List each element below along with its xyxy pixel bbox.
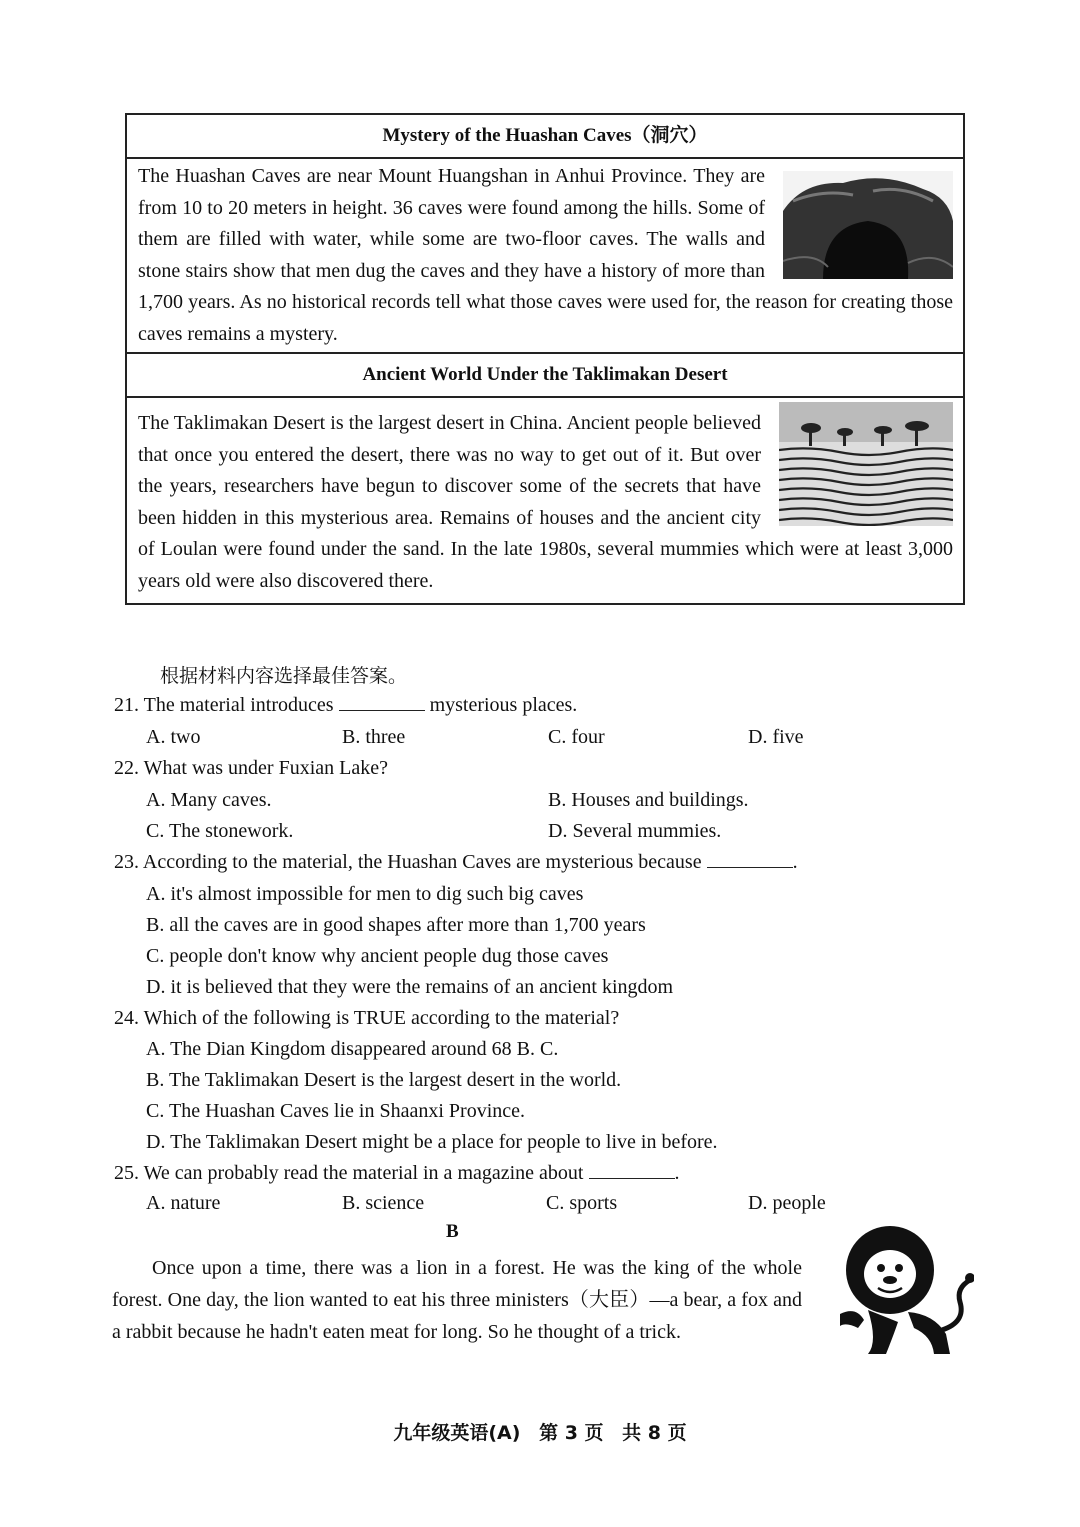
footer-page: 第 3 页 (539, 1422, 604, 1444)
option-21d[interactable]: D. five (748, 726, 804, 748)
question-21 (114, 694, 577, 717)
option-21c[interactable]: C. four (548, 726, 605, 748)
instruction: 根据材料内容选择最佳答案。 (160, 665, 408, 687)
passage2-text: The Taklimakan Desert is the largest desert in China. Ancient people believed that once you entered the desert, there was no way to get out of it. But over the years, researchers have begun to discover some of the secrets that have been hidden in this mysterious area. Remains of houses and the ancient city of Loulan were found under the sand. In the late 1980s, several mummies which were at least 3,000 years old were also discovered there. (138, 412, 953, 592)
answer-blank-25[interactable] (589, 1162, 675, 1179)
footer-total: 共 8 页 (622, 1422, 687, 1444)
reading-material-box (125, 113, 965, 605)
passage2-title: Ancient World Under the Taklimakan Desert (127, 352, 963, 398)
option-21a[interactable]: A. two (146, 726, 201, 748)
question-25-stem: 25. We can probably read the material in a magazine about (114, 1162, 584, 1184)
option-24d[interactable]: D. The Taklimakan Desert might be a place for people to live in before. (146, 1131, 718, 1153)
option-22c[interactable]: C. The stonework. (146, 820, 294, 842)
option-23b[interactable]: B. all the caves are in good shapes after more than 1,700 years (146, 914, 646, 936)
section-b-label: B (446, 1221, 459, 1242)
option-23a[interactable]: A. it's almost impossible for men to dig such big caves (146, 883, 584, 905)
option-24c[interactable]: C. The Huashan Caves lie in Shaanxi Province. (146, 1100, 526, 1122)
option-22a[interactable]: A. Many caves. (146, 789, 272, 811)
option-24a[interactable]: A. The Dian Kingdom disappeared around 68 B. C. (146, 1038, 559, 1060)
page-footer (0, 1418, 1080, 1445)
option-22b[interactable]: B. Houses and buildings. (548, 789, 749, 811)
option-22d[interactable]: D. Several mummies. (548, 820, 722, 842)
lion-illustration (838, 1222, 974, 1362)
option-23d[interactable]: D. it is believed that they were the remains of an ancient kingdom (146, 976, 674, 998)
passage1-text: The Huashan Caves are near Mount Huangshan in Anhui Province. They are from 10 to 20 meters in height. 36 caves were found among the hills. Some of them are filled with water, while some are two-floor caves. The walls and stone stairs show that men dug the caves and they have a history of more than 1,700 years. As no historical records tell what those caves were used for, the reason for creating those caves remains a mystery. (138, 165, 953, 345)
desert-photo (779, 402, 953, 526)
passage1-title: Mystery of the Huashan Caves（洞穴） (127, 115, 963, 159)
answer-blank-23[interactable] (707, 851, 793, 868)
cave-photo (783, 171, 953, 279)
option-25d[interactable]: D. people (748, 1192, 826, 1214)
option-25a[interactable]: A. nature (146, 1192, 221, 1214)
question-25-after: . (674, 1162, 680, 1184)
question-23-stem: 23. According to the material, the Huashan Caves are mysterious because (114, 851, 702, 873)
question-21-stem: 21. The material introduces (114, 694, 334, 716)
question-23 (114, 851, 798, 874)
question-21-after: mysterious places. (429, 694, 578, 716)
footer-subject: 九年级英语(A) (393, 1422, 521, 1444)
question-22-stem: 22. What was under Fuxian Lake? (114, 757, 388, 779)
question-24-stem: 24. Which of the following is TRUE according to the material? (114, 1007, 620, 1029)
passage1-section (127, 159, 963, 352)
option-23c[interactable]: C. people don't know why ancient people dug those caves (146, 945, 609, 967)
section-b-text: Once upon a time, there was a lion in a forest. He was the king of the whole forest. One day, the lion wanted to eat his three ministers（大臣）—a bear, a fox and a rabbit because he hadn't eaten meat for long. So he thought of a trick. (112, 1257, 802, 1343)
question-25 (114, 1162, 680, 1185)
option-21b[interactable]: B. three (342, 726, 406, 748)
question-23-after: . (792, 851, 798, 873)
answer-blank-21[interactable] (339, 694, 425, 711)
option-25c[interactable]: C. sports (546, 1192, 618, 1214)
passage2-section (127, 398, 963, 603)
option-24b[interactable]: B. The Taklimakan Desert is the largest desert in the world. (146, 1069, 622, 1091)
option-25b[interactable]: B. science (342, 1192, 425, 1214)
